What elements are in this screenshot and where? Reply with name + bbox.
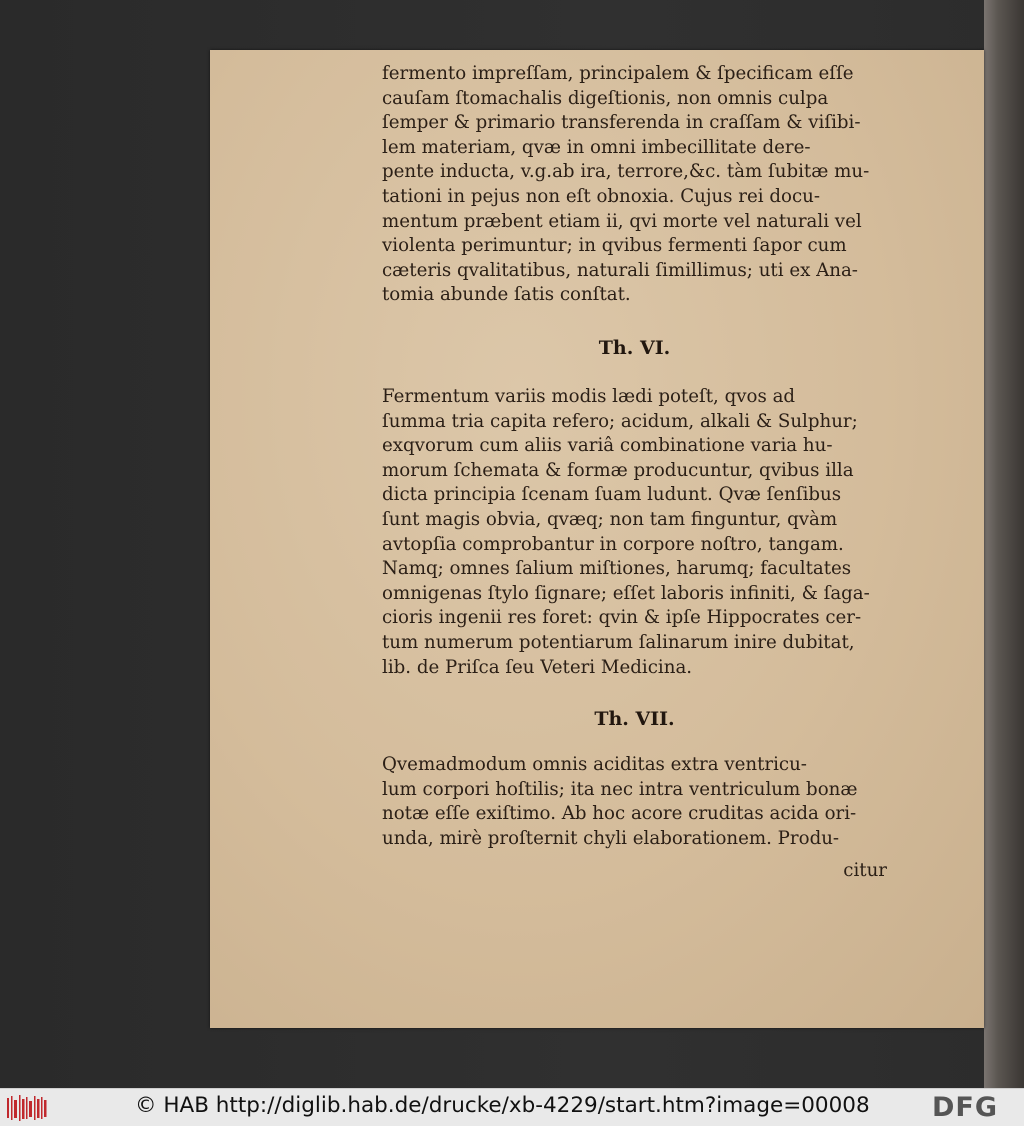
paragraph-3: Qvemadmodum omnis aciditas extra ventricu- lum corpori hoſtilis; ita nec intra ventriculum bonæ notæ eſſe exiſtimo. Ab hoc acore cruditas acida ori- unda, mirè proſternit chyli elaborationem. Produ- [382, 754, 858, 849]
footer-bar [0, 1088, 1024, 1126]
hab-barcode-logo-icon[interactable] [6, 1094, 48, 1122]
book-page [210, 50, 984, 1028]
catchword: citur [843, 860, 887, 881]
dfg-logo[interactable]: DFG [932, 1092, 999, 1123]
paragraph-1: fermento impreſſam, principalem & ſpecificam eſſe cauſam ſtomachalis digeſtionis, non omnis culpa ſemper & primario transferenda in craſſam & viſibi- lem materiam, qvæ in omni imbecillitate dere- pente inducta, v.g.ab ira, terrore,&c. tàm ſubitæ mu- tationi in pejus non eſt obnoxia. Cujus rei docu- mentum præbent etiam ii, qvi morte vel naturali vel violenta perimuntur; in qvibus fermenti ſapor cum cæteris qvalitatibus, naturali ſimillimus; uti ex Ana- tomia abunde ſatis conſtat. [382, 63, 870, 306]
thesis-heading-vii: Th. VII. [594, 708, 675, 730]
book-spine [984, 0, 1024, 1088]
source-url-link[interactable]: © HAB http://diglib.hab.de/drucke/xb-4229/start.htm?image=00008 [135, 1093, 870, 1118]
thesis-heading-vi: Th. VI. [598, 337, 671, 359]
paragraph-2: Fermentum variis modis lædi poteſt, qvos ad ſumma tria capita refero; acidum, alkali & Sulphur; exqvorum cum aliis variâ combinatione varia hu- morum ſchemata & formæ producuntur, qvibus illa dicta principia ſcenam ſuam ludunt. Qvæ ſenſibus ſunt magis obvia, qvæq; non tam finguntur, qvàm avtopſia comprobantur in corpore noſtro, tangam. Namq; omnes ſalium miſtiones, harumq; facultates omnigenas ſtylo ſignare; eſſet laboris infiniti, & ſaga- cioris ingenii res foret: qvin & ipſe Hippocrates cer- tum numerum potentiarum ſalinarum inire dubitat, lib. de Priſca ſeu Veteri Medicina. [382, 386, 870, 678]
